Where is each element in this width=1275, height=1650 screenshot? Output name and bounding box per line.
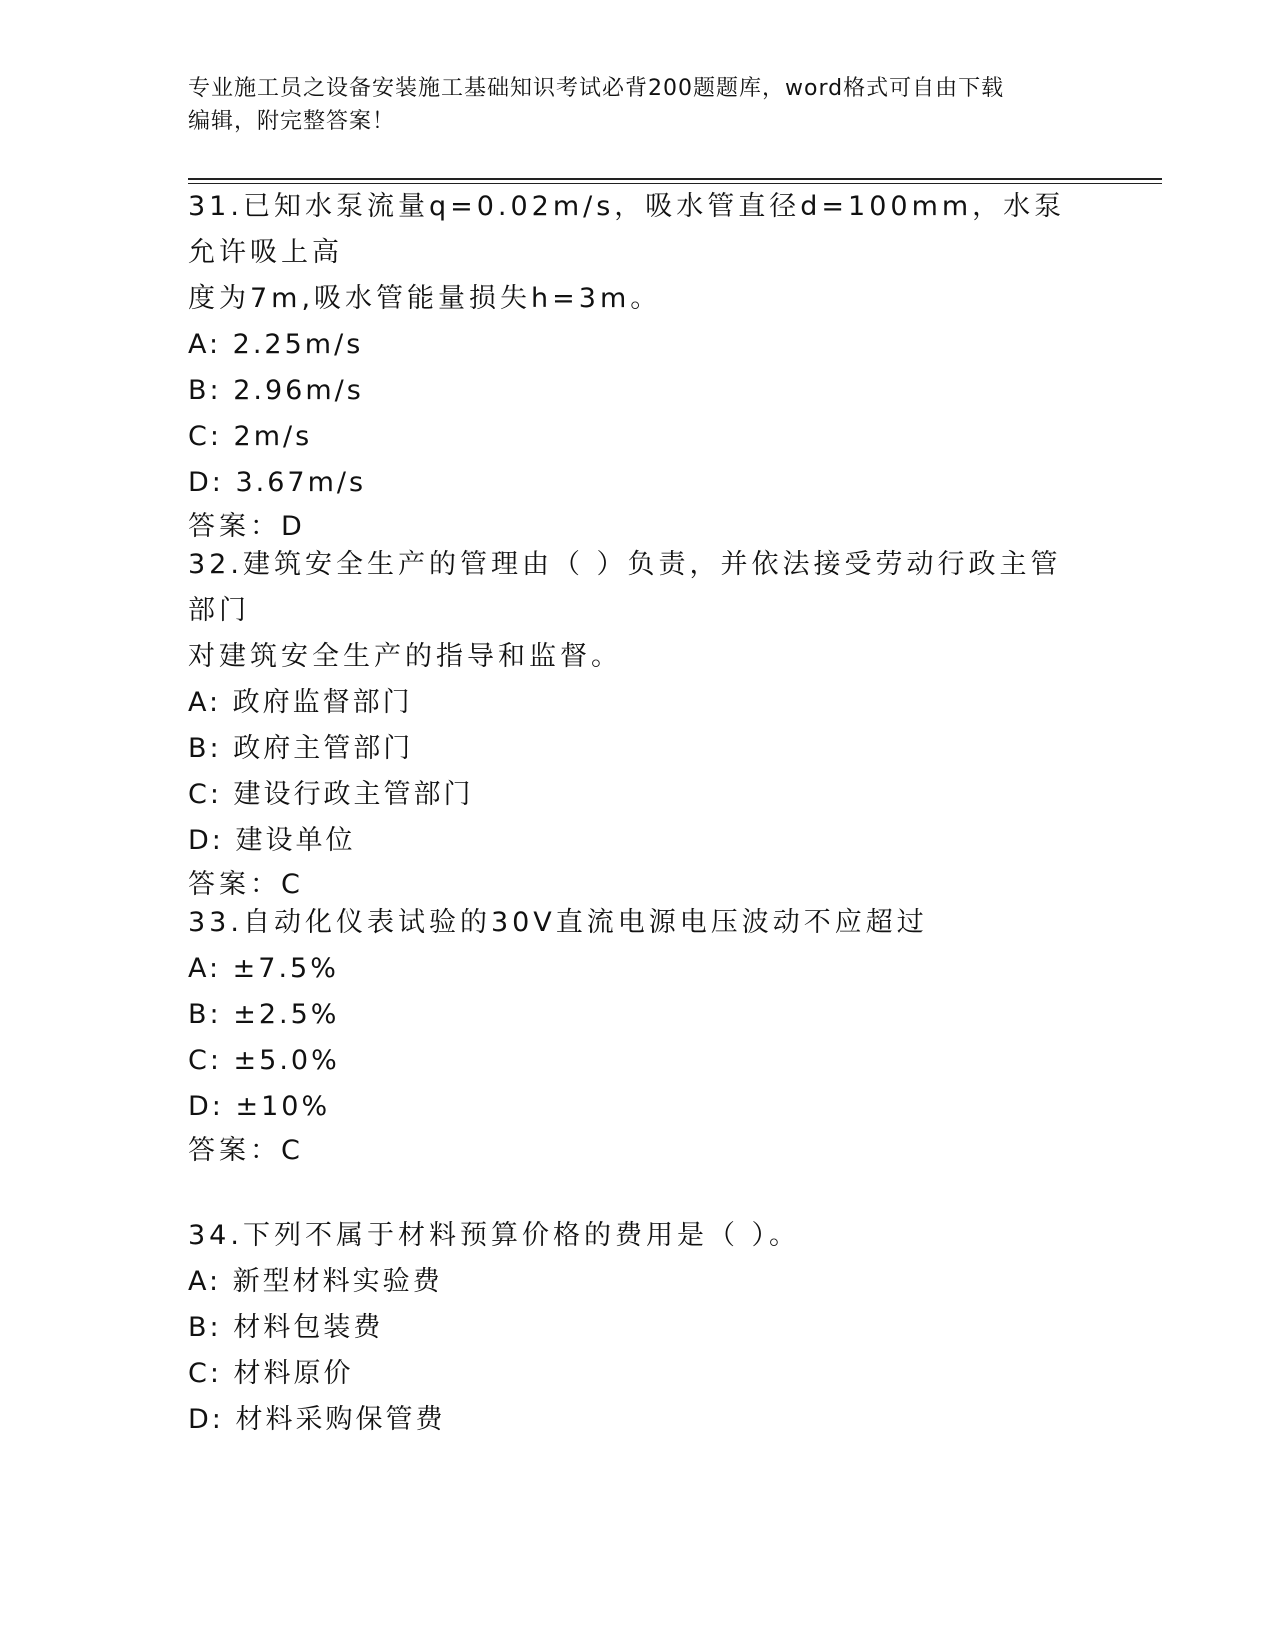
answer-label: 答案： <box>188 1135 281 1166</box>
answer-label: 答案： <box>188 511 281 542</box>
option-c: C: 材料原价 <box>188 1358 354 1389</box>
option-c: C: ±5.0% <box>188 1045 340 1076</box>
question-32 <box>188 542 1088 906</box>
option-b: B: 政府主管部门 <box>188 733 414 764</box>
question-33 <box>188 900 1088 1172</box>
question-stem-line: 度为7m,吸水管能量损失h=3m。 <box>188 283 662 314</box>
answer-value: C <box>281 1135 302 1166</box>
answer-value: D <box>281 511 304 542</box>
header-divider-thick <box>188 178 1162 180</box>
option-c: C: 2m/s <box>188 421 313 452</box>
option-c: C: 建设行政主管部门 <box>188 779 474 810</box>
question-stem-line: 34.下列不属于材料预算价格的费用是（ ）。 <box>188 1220 801 1251</box>
option-d: D: 3.67m/s <box>188 467 367 498</box>
option-b: B: 2.96m/s <box>188 375 364 406</box>
option-d: D: 建设单位 <box>188 825 356 856</box>
answer-line <box>188 1130 1088 1172</box>
option-a: A: 政府监督部门 <box>188 687 413 718</box>
question-31 <box>188 184 1088 548</box>
question-stem-line: 31.已知水泵流量q=0.02m/s，吸水管直径d=100mm，水泵允许吸上高 <box>188 191 1066 268</box>
question-34 <box>188 1213 1088 1443</box>
question-stem-line: 33.自动化仪表试验的30V直流电源电压波动不应超过 <box>188 907 928 938</box>
answer-value: C <box>281 869 302 900</box>
option-a: A: ±7.5% <box>188 953 339 984</box>
header-line-2: 编辑，附完整答案！ <box>188 109 396 134</box>
option-d: D: 材料采购保管费 <box>188 1404 446 1435</box>
answer-label: 答案： <box>188 869 281 900</box>
question-stem-line: 对建筑安全生产的指导和监督。 <box>188 641 622 672</box>
option-b: B: 材料包装费 <box>188 1312 384 1343</box>
option-d: D: ±10% <box>188 1091 331 1122</box>
option-a: A: 2.25m/s <box>188 329 364 360</box>
document-header <box>188 72 1088 138</box>
header-line-1: 专业施工员之设备安装施工基础知识考试必背200题题库，word格式可自由下载 <box>188 76 1005 101</box>
option-b: B: ±2.5% <box>188 999 340 1030</box>
option-a: A: 新型材料实验费 <box>188 1266 443 1297</box>
question-stem-line: 32.建筑安全生产的管理由（ ）负责，并依法接受劳动行政主管部门 <box>188 549 1062 626</box>
